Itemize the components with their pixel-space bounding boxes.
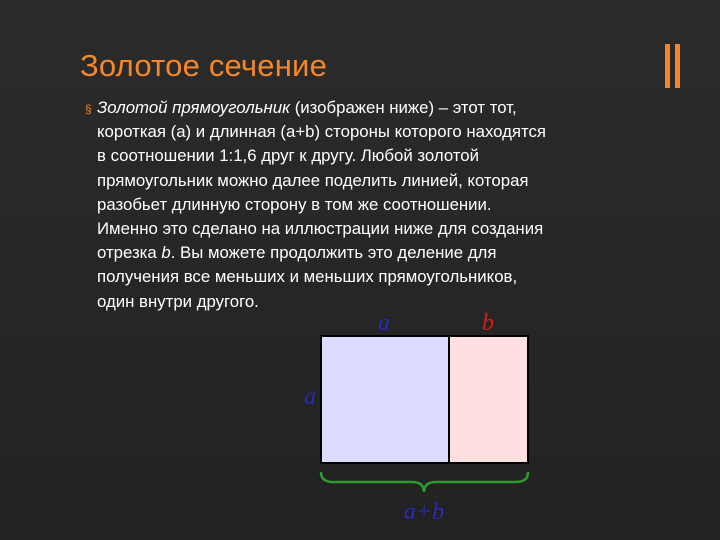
text-line-5: разобьет длинную сторону в том же соотношении.: [97, 194, 492, 214]
title-accent-bar-1: [665, 44, 670, 88]
text-line-9: один внутри другого.: [97, 291, 259, 311]
text-line-2: короткая (a) и длинная (a+b) стороны которого находятся: [97, 122, 546, 142]
text-line-3: в соотношении 1:1,6 друг к другу. Любой золотой: [97, 146, 479, 166]
bullet-paragraph: [85, 96, 657, 314]
text-line-1-rest: (изображен ниже) – этот тот,: [290, 98, 517, 117]
text-line-1-italic: Золотой прямоугольник: [97, 98, 291, 117]
text-line-7-suffix: . Вы можете продолжить это деление для: [170, 243, 497, 263]
text-line-8: получения все меньших и меньших прямоугольников,: [97, 267, 518, 287]
rect-segment-b: [449, 336, 528, 463]
text-line-6: Именно это сделано на иллюстрации ниже для создания: [97, 218, 544, 238]
text-line-7: [97, 241, 657, 265]
rect-square-a: [321, 336, 449, 463]
text-line-7-prefix: отрезка: [97, 243, 162, 263]
label-side-a: a: [304, 384, 316, 410]
title-accent-bar-2: [675, 44, 680, 88]
label-top-a: a: [378, 310, 390, 336]
label-a-plus-b: a+b: [403, 499, 445, 525]
text-line-1: [97, 96, 657, 120]
slide-title: Золотое сечение: [80, 48, 328, 83]
bullet-marker: §: [85, 102, 92, 116]
text-line-7-italic: b: [161, 243, 171, 263]
text-line-4: прямоугольник можно далее поделить линией, которая: [97, 170, 529, 190]
label-top-b: b: [482, 310, 494, 336]
bottom-brace: [321, 472, 528, 492]
